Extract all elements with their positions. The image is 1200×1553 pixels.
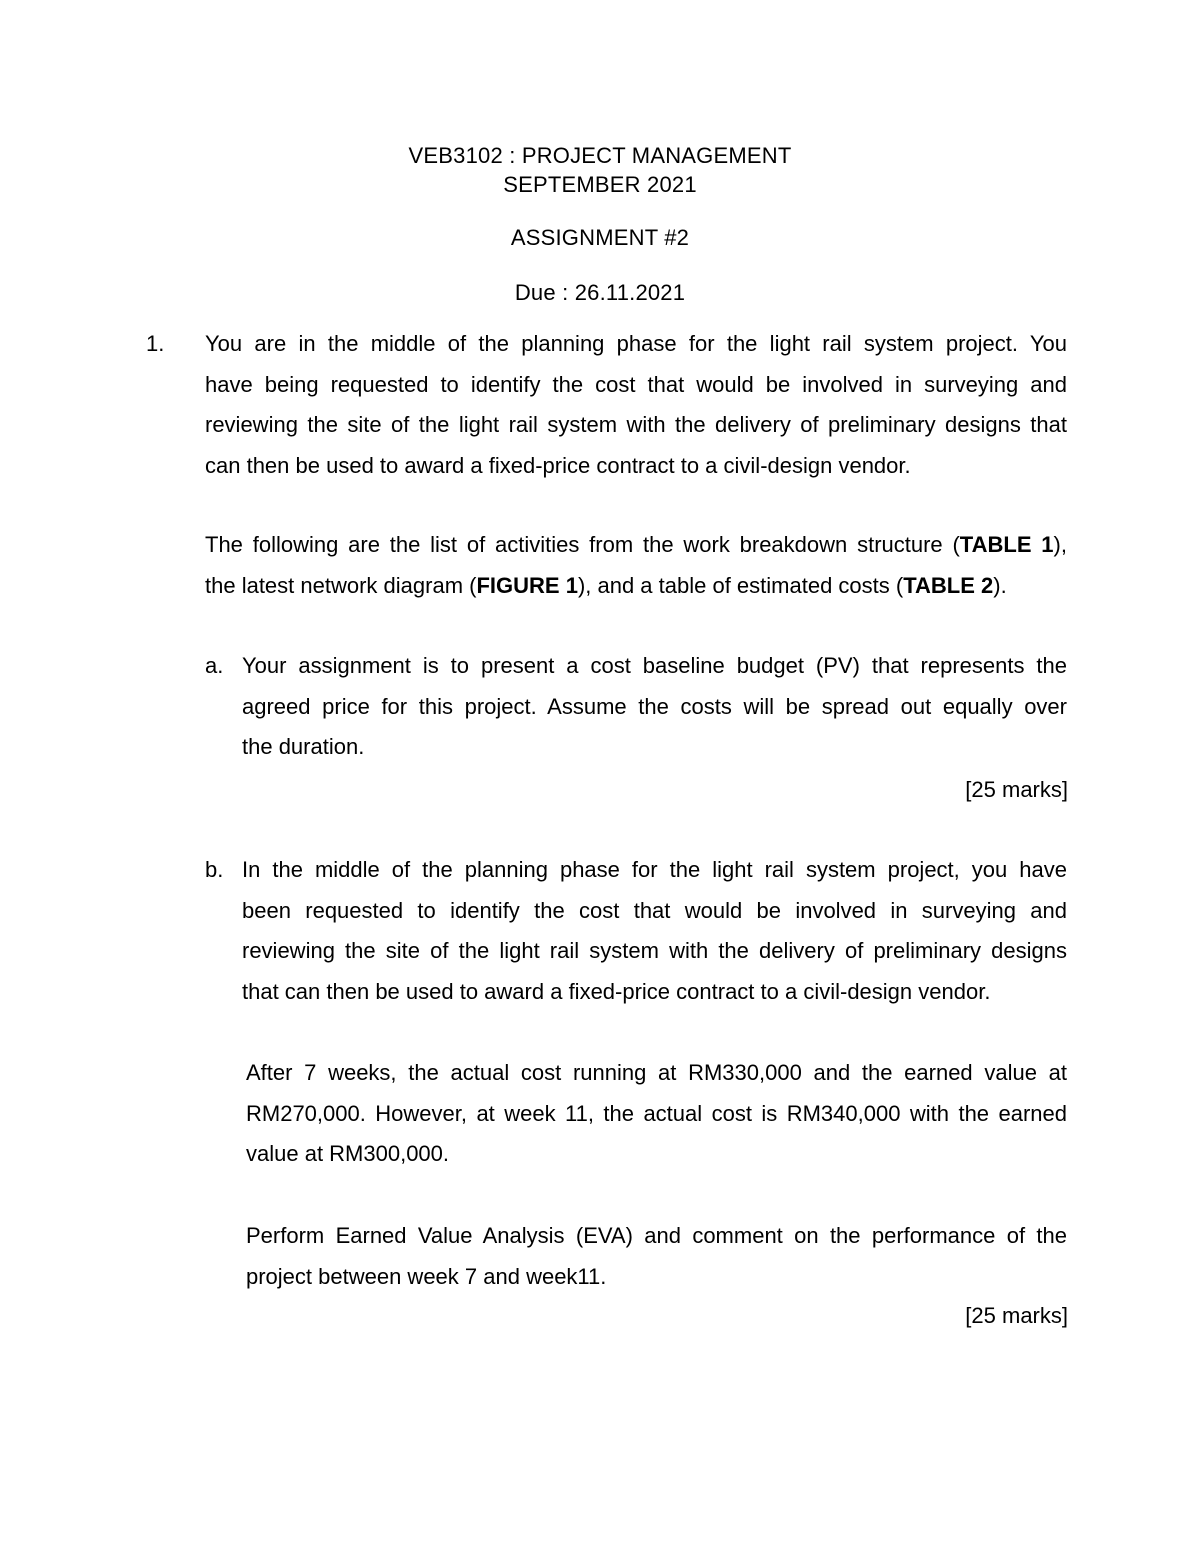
- part-a-marks: [25 marks]: [965, 777, 1068, 802]
- part-b-figures-line: value at RM300,000.: [246, 1141, 450, 1166]
- part-a-text: [242, 646, 1067, 768]
- intro-line: have being requested to identify the cost that would be involved in surveying and: [205, 371, 1067, 397]
- due-date: Due : 26.11.2021: [514, 280, 686, 305]
- part-a-label: a.: [205, 653, 224, 678]
- part-b-figures: [246, 1053, 1067, 1175]
- part-b-figures-line: RM270,000. However, at week 11, the actual cost is RM340,000 with the earned: [246, 1100, 1067, 1126]
- part-b-label: b.: [205, 857, 224, 882]
- semester: SEPTEMBER 2021: [503, 172, 697, 197]
- course-title: VEB3102 : PROJECT MANAGEMENT: [408, 143, 792, 168]
- table1-ref: TABLE 1: [959, 532, 1054, 557]
- references-line-2: [205, 566, 1067, 607]
- part-b-figures-line: After 7 weeks, the actual cost running at RM330,000 and the earned value at: [246, 1060, 1067, 1085]
- ref-text: the latest network diagram (: [205, 572, 477, 598]
- table2-ref: TABLE 2: [903, 572, 994, 598]
- ref-text: ).: [993, 572, 1007, 598]
- part-b-marks: [25 marks]: [965, 1303, 1068, 1328]
- part-b-line: that can then be used to award a fixed-price contract to a civil-design vendor.: [242, 978, 991, 1004]
- figure1-ref: FIGURE 1: [476, 572, 578, 598]
- part-a-line: agreed price for this project. Assume the costs will be spread out equally over: [242, 693, 1067, 719]
- ref-text: The following are the list of activities from the work breakdown structure (: [205, 532, 960, 557]
- references-line-1: [205, 525, 1067, 566]
- part-b-line: reviewing the site of the light rail system with the delivery of preliminary designs: [242, 938, 1067, 963]
- intro-line: You are in the middle of the planning phase for the light rail system project. You: [205, 331, 1067, 356]
- part-b-text: [242, 850, 1067, 1012]
- ref-text: ), and a table of estimated costs (: [577, 572, 904, 598]
- ref-text: ),: [1053, 532, 1067, 557]
- references-paragraph: [205, 525, 1067, 606]
- part-b-instruction-line: Perform Earned Value Analysis (EVA) and comment on the performance of the: [246, 1223, 1067, 1248]
- part-b-instruction: [246, 1216, 1067, 1297]
- part-a-line: the duration.: [242, 734, 365, 759]
- assignment-title: ASSIGNMENT #2: [510, 225, 690, 250]
- question-number: 1.: [146, 331, 165, 356]
- part-b-line: been requested to identify the cost that would be involved in surveying and: [242, 897, 1067, 923]
- question-intro: [205, 324, 1067, 486]
- intro-line: can then be used to award a fixed-price contract to a civil-design vendor.: [205, 452, 911, 478]
- intro-line: reviewing the site of the light rail system with the delivery of preliminary designs that: [205, 412, 1067, 437]
- part-a-line: Your assignment is to present a cost baseline budget (PV) that represents the: [242, 653, 1067, 678]
- part-b-instruction-line: project between week 7 and week11.: [246, 1263, 607, 1289]
- part-b-line: In the middle of the planning phase for the light rail system project, you have: [242, 857, 1067, 882]
